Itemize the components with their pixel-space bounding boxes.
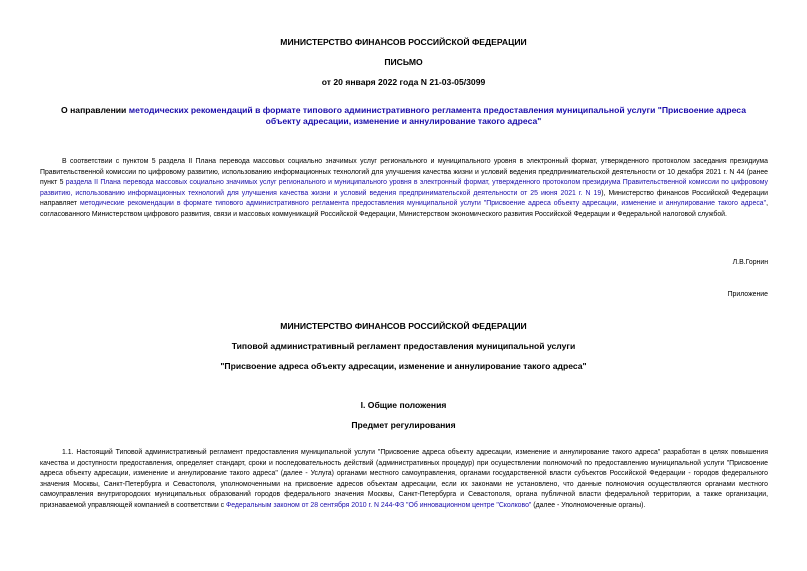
document-date-number: от 20 января 2022 года N 21-03-05/3099: [321, 77, 486, 87]
appendix-text: 1.1. Настоящий Типовой административный регламент предоставления муниципальной услуги "Присвоение адреса объекту адресации, изменение и аннулирование такого адреса" разработан в целях повышения качества и доступности предоставления, определяет стандарт, сроки и последовательность действий (административных процедур) при осуществлении полномочий по предоставлению муниципальной услуги "Присвоение адреса объекту адресации, изменение и аннулирование такого адреса" (далее - Услуга) органами местного самоуправления, органами государственной власти субъектов Российской Федерации - городов федерального значения Москвы, Санкт-Петербурга и Севастополя, уполномоченными на присвоение адресов объектам адресации, если их законами не установлено, что данные полномочия осуществляются органами местного самоуправления внутригородских муниципальных образований городов федерального значения Москвы, Санкт-Петербурга и Севастополя, органа публичной власти федеральной территории, а также организации, признаваемой управляющей компанией в соответствии с: [40, 449, 768, 509]
letter-text: ), Министерство финансов Российской Федерации направляет: [40, 189, 768, 208]
document-type: ПИСЬМО: [384, 57, 423, 67]
plan-link[interactable]: раздела II Плана перевода массовых социально значимых услуг регионального и муниципального уровня в электронный формат, утвержденного протоколом президиума Правительственной комиссии по цифровому развитию, использованию информационных технологий для улучшения качества жизни и условий ведения предпринимательской деятельности от 25 июня 2021 г. N 19: [40, 179, 768, 197]
subject-prefix: О направлении: [61, 105, 129, 115]
subject-link[interactable]: методических рекомендаций в формате типового административного регламента предоставления муниципальной услуги "Присвоение адреса: [128, 105, 746, 115]
appendix-paragraph: [40, 448, 768, 512]
subject-line-1: [0, 105, 807, 116]
appendix-title: Типовой административный регламент предоставления муниципальной услуги: [231, 341, 576, 351]
appendix-service-name: "Присвоение адреса объекту адресации, изменение и аннулирование такого адреса": [220, 361, 587, 371]
appendix-label: Приложение: [727, 291, 768, 298]
letter-text: В соответствии с пунктом 5 раздела II Плана перевода массовых социально значимых услуг регионального и муниципального уровня в электронный формат, утвержденного протоколом заседания президиума Правительственной комиссии по цифровому развитию, использованию информационных технологий для улучшения качества жизни и условий ведения предпринимательской деятельности от 10 декабря 2021 г. N 44 (ранее пункт 5: [40, 158, 768, 187]
appendix-ministry-heading: МИНИСТЕРСТВО ФИНАНСОВ РОССИЙСКОЙ ФЕДЕРАЦИИ: [280, 321, 527, 331]
ministry-heading: МИНИСТЕРСТВО ФИНАНСОВ РОССИЙСКОЙ ФЕДЕРАЦИИ: [280, 37, 527, 47]
recommendations-link[interactable]: методические рекомендации в формате типового административного регламента предоставления муниципальной услуги "Присвоение адреса объекту адресации, изменение и аннулирование такого адреса": [79, 200, 767, 208]
subject-link-continued[interactable]: объекту адресации, изменение и аннулирование такого адреса": [265, 116, 542, 126]
section-heading: I. Общие положения: [360, 400, 447, 410]
appendix-text: (далее - Уполномоченные органы).: [531, 501, 646, 509]
document-subject: [0, 105, 807, 127]
federal-law-link[interactable]: Федеральным законом от 28 сентября 2010 г. N 244-ФЗ "Об инновационном центре "Сколково": [225, 501, 532, 509]
subsection-heading: Предмет регулирования: [351, 420, 456, 430]
letter-text: , согласованного Министерством цифрового развития, связи и массовых коммуникаций Российской Федерации, Министерством экономического развития Российской Федерации и Федеральной налоговой службой.: [40, 200, 768, 218]
signature: Л.В.Горнин: [732, 259, 768, 266]
letter-paragraph: [40, 157, 768, 221]
